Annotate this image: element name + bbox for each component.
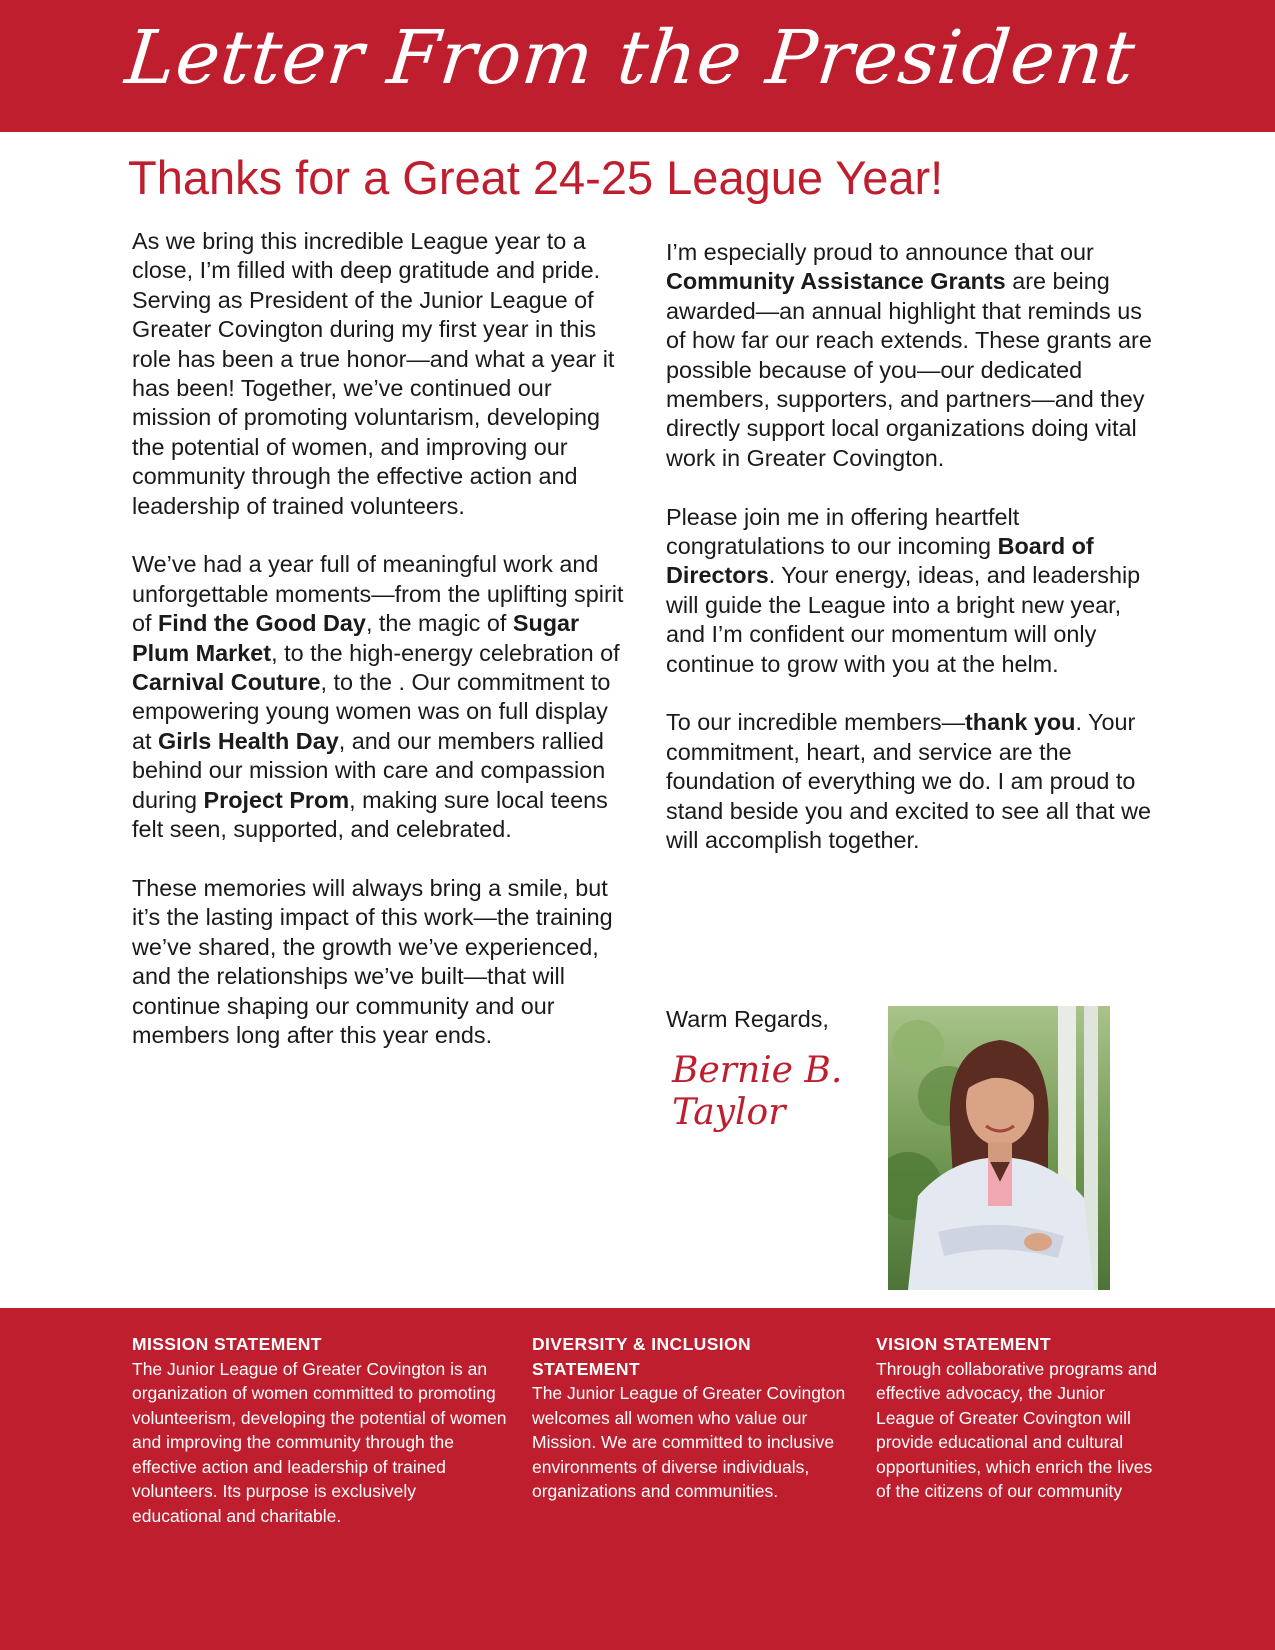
page-title: Thanks for a Great 24-25 League Year! [128, 151, 944, 204]
text-span: We’ve had a year full of meaningful work and unforgettable moments—from the uplifting spirit of [132, 551, 624, 637]
signature: Bernie B. Taylor [672, 1050, 843, 1133]
text-span: , to the high-energy celebration of [271, 639, 620, 666]
paragraph-memories: These memories will always bring a smile, but it’s the lasting impact of this work—the training we’ve shared, the growth we’ve experienced, and the relationships we’ve built—that will continue shaping our community and our members long after this year ends. [132, 874, 613, 1048]
text-span: Please join me in offering heartfelt congratulations to our incoming [666, 503, 1020, 560]
paragraph-board [666, 503, 1163, 679]
text-span: , and our members rallied behind our mission with care and compassion during [132, 727, 606, 813]
left-column [132, 227, 627, 1050]
text-span: , to the . Our commitment to empowering young women was on full display at [132, 669, 611, 754]
right-column [666, 238, 1163, 856]
vision-statement [876, 1332, 1161, 1504]
text-span: . Your commitment, heart, and service are the foundation of everything we do. I am proud to stand beside you and excited to see all that we will accomplish together. [666, 709, 1152, 854]
text-span: , making sure local teens felt seen, supported, and celebrated. [132, 786, 608, 843]
bold-community-assistance-grants: Community Assistance Grants [666, 268, 1006, 295]
diversity-statement [532, 1332, 850, 1504]
bold-event-girls-health-day: Girls Health Day [158, 727, 339, 754]
paragraph-events [132, 550, 627, 844]
text-span: I’m especially proud to announce that our [666, 239, 1094, 265]
text-span: . Your energy, ideas, and leadership will guide the League into a bright new year, and I’m confident our momentum will only continue to grow with you at the helm. [666, 562, 1141, 677]
mission-statement [132, 1332, 510, 1528]
vision-body: Through collaborative programs and effective advocacy, the Junior League of Greater Covington will provide educational and cultural opportunities, which enrich the lives of the citizens of our community [876, 1358, 1158, 1501]
paragraph-thanks [666, 708, 1163, 855]
president-photo [888, 1006, 1110, 1290]
diversity-body: The Junior League of Greater Covington welcomes all women who value our Mission. We are committed to inclusive environments of diverse individuals, organizations and communities. [532, 1383, 846, 1501]
bold-event-sugar-plum-market: Sugar Plum Market [132, 610, 580, 666]
closing-regards: Warm Regards, [666, 1006, 829, 1032]
paragraph-intro: As we bring this incredible League year to a close, I’m filled with deep gratitude and pride. Serving as President of the Junior League of Greater Covington during my first year in this role has been a true honor—and what a year it has been! Together, we’ve continued our mission of promoting voluntarism, developing the potential of women, and improving our community through the effective action and leadership of trained volunteers. [132, 228, 615, 519]
diversity-heading: DIVERSITY & INCLUSION STATEMENT [532, 1334, 752, 1379]
header-script-title: Letter From the President [121, 15, 1140, 101]
bold-event-find-the-good-day: Find the Good Day [158, 610, 366, 637]
paragraph-grants [666, 238, 1163, 473]
bold-thank-you: thank you [965, 709, 1076, 736]
bold-board-of-directors: Board of Directors [666, 533, 1094, 589]
mission-body: The Junior League of Greater Covington is an organization of women committed to promoting volunteerism, developing the potential of women and improving the community through the effective action and leadership of trained volunteers. Its purpose is exclusively educational and charitable. [132, 1358, 507, 1526]
text-span: are being awarded—an annual highlight that reminds us of how far our reach extends. These grants are possible because of you—our dedicated members, supporters, and partners—and they directly support local organizations doing vital work in Greater Covington. [666, 268, 1152, 471]
vision-heading: VISION STATEMENT [876, 1334, 1051, 1354]
text-span: To our incredible members— [666, 709, 965, 736]
bold-event-project-prom: Project Prom [203, 786, 350, 813]
mission-heading: MISSION STATEMENT [132, 1334, 322, 1354]
bold-event-carnival-couture: Carnival Couture [132, 669, 321, 696]
text-span: , the magic of [365, 610, 513, 637]
portrait-illustration [888, 1006, 1110, 1290]
